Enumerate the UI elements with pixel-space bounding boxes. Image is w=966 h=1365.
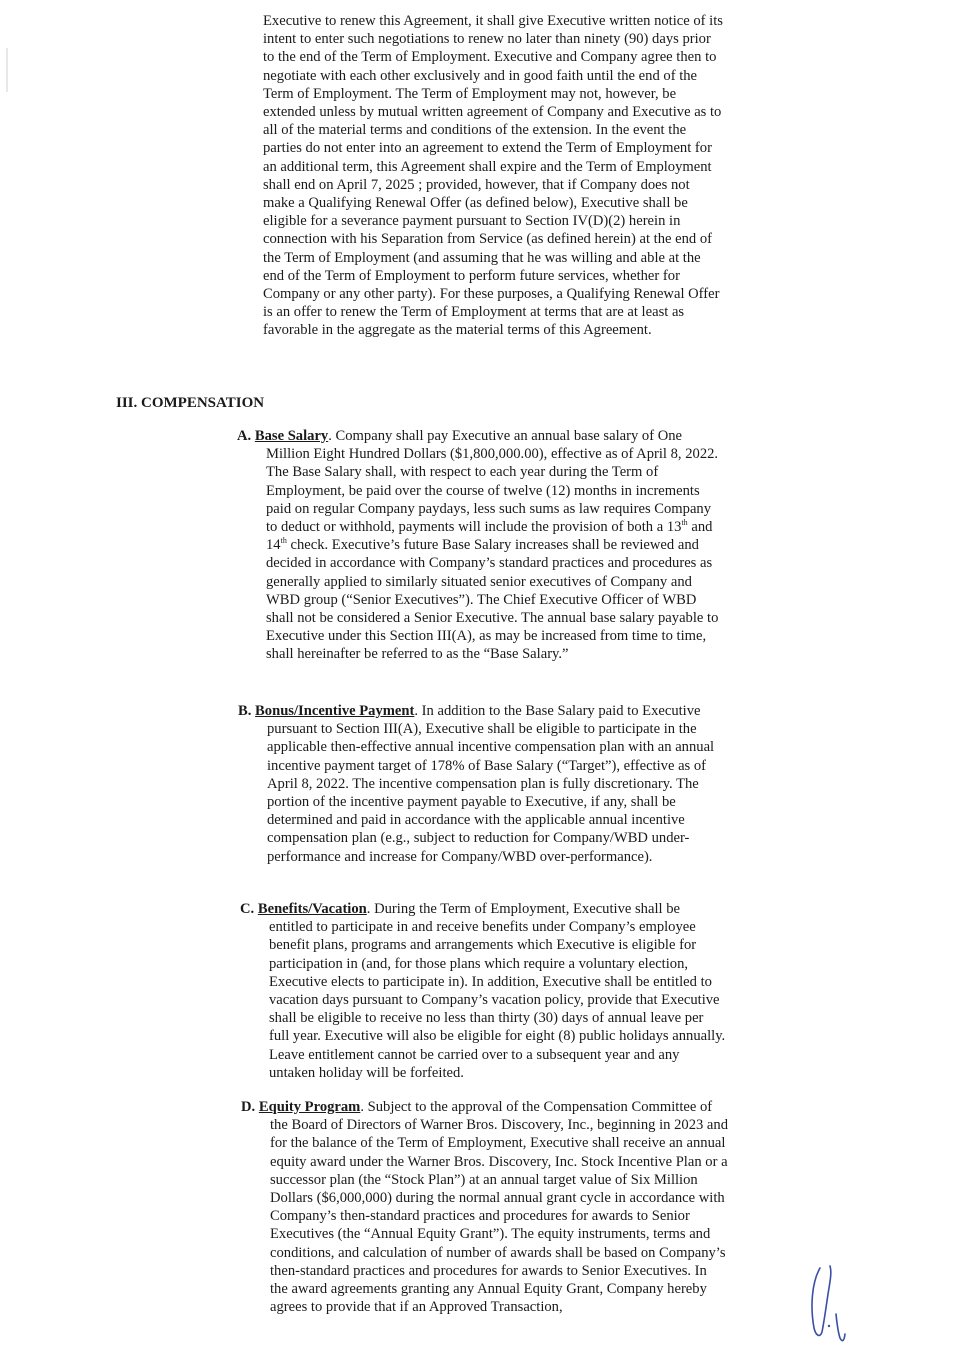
clause-text: . During the Term of Employment, Executive shall be entitled to participate in and receive benefits under Company’s employee benefit plans, programs and arrangements which Executive is eligible for participation in (and, for those plans which require a voluntary election, Executive elects to participate in). In addition, Executive shall be entitled to vacation days pursuant to Company’s vacation policy, provide that Executive shall be eligible to receive no less than thirty (30) days of annual leave per full year. Executive will also be eligible for eight (8) public holidays annually. Leave entitlement cannot be carried over to a subsequent year and any untaken holiday will be forfeited.: [269, 901, 726, 1081]
scan-margin-mark: [6, 48, 8, 92]
clause-letter: B.: [238, 703, 252, 719]
clause-text: check. Executive’s future Base Salary increases shall be reviewed and decided in accordance with Company’s standard practices and procedures as generally applied to similarly situated senior executives of Company and WBD group (“Senior Executives”). The Chief Executive Officer of WBD shall not be considered a Senior Executive. The annual base salary payable to Executive under this Section III(A), as may be increased from time to time, shall hereinafter be referred to as the “Base Salary.”: [266, 537, 719, 663]
section-heading-compensation: III. COMPENSATION: [116, 395, 265, 411]
clause-title: Benefits/Vacation: [257, 901, 367, 917]
clause-text: . Subject to the approval of the Compensation Committee of the Board of Directors of Warner Bros. Discovery, Inc., beginning in 2023 and for the balance of the Term of Employment, Executive shall receive an annual equity award under the Warner Bros. Discovery, Inc. Stock Incentive Plan or a successor plan (the “Stock Plan”) at an annual target value of Six Million Dollars ($6,000,000) during the normal annual grant cycle in accordance with Company’s then-standard practices and procedures for awards to Senior Executives (the “Annual Equity Grant”). The equity instruments, terms and conditions, and calculation of number of awards shall be based on Company’s then-standard practices and procedures for awards to Senior Executives. In the award agreements granting any Annual Equity Grant, Company hereby agrees to provide that if an Approved Transaction,: [270, 1099, 729, 1316]
intro-paragraph: Executive to renew this Agreement, it shall give Executive written notice of its intent to enter such negotiations to renew no later than ninety (90) days prior to the end of the Term of Employment. Executive and Company agree then to negotiate with each other exclusively and in good faith until the end of the Term of Employment. The Term of Employment may not, however, be extended unless by mutual written agreement of Company and Executive as to all of the material terms and conditions of the extension. In the event the parties do not enter into an agreement to extend the Term of Employment for an additional term, this Agreement shall expire and the Term of Employment shall end on April 7, 2025 ; provided, however, that if Company does not make a Qualifying Renewal Offer (as defined below), Executive shall be eligible for a severance payment pursuant to Section IV(D)(2) herein in connection with his Separation from Service (as defined herein) at the end of the Term of Employment (and assuming that he was willing and able at the end of the Term of Employment to perform future services, whether for Company or any other party). For these purposes, a Qualifying Renewal Offer is an offer to renew the Term of Employment at terms that are at least as favorable in the aggregate as the material terms of this Agreement.: [263, 13, 723, 339]
clause-b-bonus-incentive: [238, 702, 723, 866]
clause-letter: A.: [237, 428, 252, 444]
clause-d-equity-program: [241, 1098, 729, 1316]
clause-c-benefits-vacation: [240, 900, 727, 1082]
clause-text: . In addition to the Base Salary paid to Executive pursuant to Section III(A), Executive shall be eligible to participate in the applicable then-effective annual incentive compensation plan with an annual incentive payment target of 178% of Base Salary (“Target”), effective as of April 8, 2022. The incentive compensation plan is fully discretionary. The portion of the incentive payment payable to Executive, if any, shall be determined and paid in accordance with the applicable annual incentive compensation plan (e.g., subject to reduction for Company/WBD under-performance and increase for Company/WBD over-performance).: [267, 703, 715, 865]
clause-text: and 14: [266, 519, 713, 554]
clause-text: . Company shall pay Executive an annual base salary of One Million Eight Hundred Dollars ($1,800,000.00), effective as of April 8, 2022. The Base Salary shall, with respect to each year during the Term of Employment, be paid over the course of twelve (12) months in increments paid on regular Company paydays, less such sums as law requires Company to deduct or withhold, payments will include the provision of both a 13: [266, 428, 719, 536]
clause-title: Bonus/Incentive Payment: [255, 703, 415, 719]
superscript: th: [681, 518, 688, 528]
clause-letter: D.: [241, 1099, 256, 1115]
superscript: th: [280, 536, 287, 546]
clause-title: Base Salary: [254, 428, 329, 444]
clause-letter: C.: [240, 901, 255, 917]
clause-a-base-salary: [237, 427, 722, 664]
clause-title: Equity Program: [258, 1099, 361, 1115]
handwritten-initials-icon: [806, 1262, 852, 1346]
